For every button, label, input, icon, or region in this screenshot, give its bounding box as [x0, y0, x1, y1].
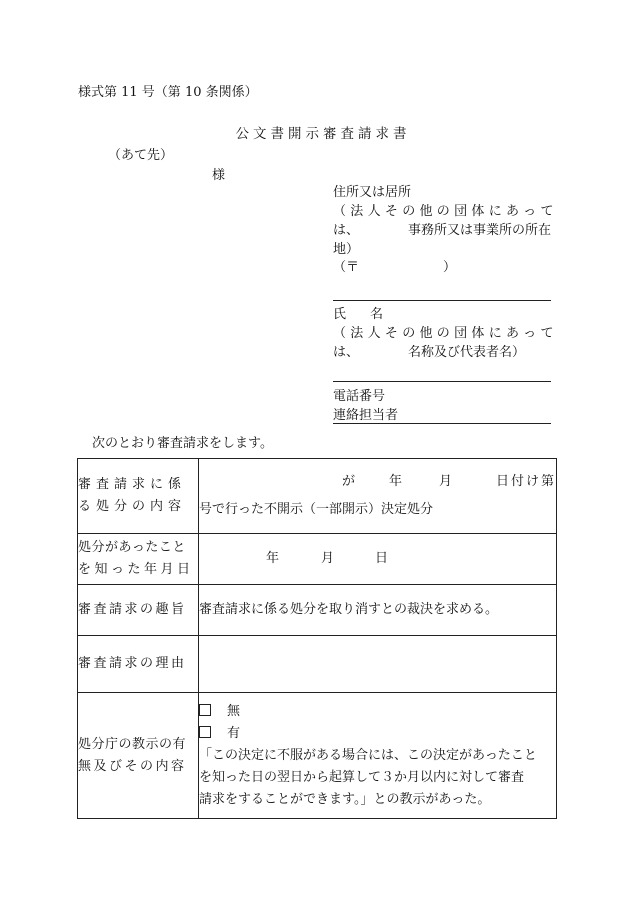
ga-text: が — [342, 474, 356, 489]
label-line: 審査請求の理由 — [78, 656, 187, 671]
row-date-known — [78, 534, 557, 585]
intro-text: 次のとおり審査請求をします。 — [92, 436, 273, 451]
year-text: 年 — [389, 474, 403, 489]
request-table — [77, 458, 557, 819]
option-none-label: 無 — [227, 703, 241, 719]
address-label: 住所又は居所 — [333, 185, 412, 200]
address-note-2b: 事務所又は事業所の所在 — [407, 222, 551, 238]
address-note-1: （法人その他の団体にあって — [333, 203, 558, 219]
name-note-2a: は、 — [333, 344, 360, 360]
name-label-2: 名 — [370, 307, 384, 322]
instruction-text-2: を知った日の翌日から起算して３か月以内に対して審査 — [199, 769, 525, 785]
form-number: 様式第 11 号（第 10 条関係） — [78, 85, 258, 100]
name-note-2b: 名称及び代表者名） — [407, 344, 525, 360]
month-text: 月 — [321, 551, 335, 566]
year-text: 年 — [266, 551, 280, 566]
value-instruction — [199, 693, 557, 819]
label-line: 処分庁の教示の有 — [78, 736, 187, 752]
honorific-sama: 様 — [212, 168, 226, 183]
value-reason[interactable] — [199, 636, 557, 693]
checkbox-none[interactable] — [199, 704, 211, 716]
address-underline — [333, 300, 551, 301]
applicant-name-block — [333, 306, 558, 363]
postal-open: （〒 — [333, 260, 360, 276]
option-yes-label: 有 — [227, 725, 241, 741]
label-line: る処分の内容 — [78, 499, 187, 514]
row-reason — [78, 636, 557, 693]
value-date-known[interactable] — [199, 534, 557, 585]
disposition-line2: 号で行った不開示（一部開示）決定処分 — [199, 502, 434, 517]
postal-close: ） — [443, 260, 457, 276]
address-note-2 — [333, 222, 551, 241]
applicant-contact-block — [333, 388, 551, 426]
day-text: 日 — [375, 551, 389, 566]
name-label-1: 氏 — [333, 307, 347, 322]
name-note-1: （法人その他の団体にあって — [333, 325, 558, 341]
checkbox-yes[interactable] — [199, 726, 211, 738]
addressee-label: （あて先） — [108, 148, 174, 163]
row-purpose — [78, 585, 557, 636]
label-disposition-content — [78, 459, 199, 534]
date-dai-text: 日付け第 — [495, 474, 556, 489]
label-purpose — [78, 585, 199, 636]
postal-code-field[interactable] — [333, 259, 551, 278]
row-instruction — [78, 693, 557, 819]
label-line: 審査請求に係 — [78, 477, 187, 492]
document-title: 公文書開示審査請求書 — [235, 126, 411, 142]
name-label — [333, 306, 551, 325]
label-date-known — [78, 534, 199, 585]
label-line: を知った年月日 — [78, 562, 194, 577]
address-note-2a: は、 — [333, 222, 360, 238]
label-reason — [78, 636, 199, 693]
option-none[interactable] — [199, 701, 556, 723]
label-line: 無及びその内容 — [78, 758, 187, 774]
instruction-text-3: 請求をすることができます。」との教示があった。 — [199, 791, 491, 807]
row-disposition-content — [78, 459, 557, 534]
month-text: 月 — [439, 474, 453, 489]
contact-underline — [333, 423, 551, 424]
label-line: 審査請求の趣旨 — [78, 602, 187, 617]
option-yes[interactable] — [199, 723, 556, 745]
applicant-address-block — [333, 184, 558, 278]
instruction-text-1: 「この決定に不服がある場合には、この決定があったこと — [199, 747, 537, 763]
purpose-text: 審査請求に係る処分を取り消すとの裁決を求める。 — [199, 602, 499, 617]
name-note-2 — [333, 344, 551, 363]
name-underline — [333, 381, 551, 382]
phone-label: 電話番号 — [333, 389, 386, 404]
label-line: 処分があったこと — [78, 540, 186, 555]
contact-person-label: 連絡担当者 — [333, 407, 399, 423]
value-disposition-content[interactable] — [199, 459, 557, 534]
label-instruction — [78, 693, 199, 819]
value-purpose[interactable] — [199, 585, 557, 636]
address-note-3: 地） — [333, 241, 360, 257]
